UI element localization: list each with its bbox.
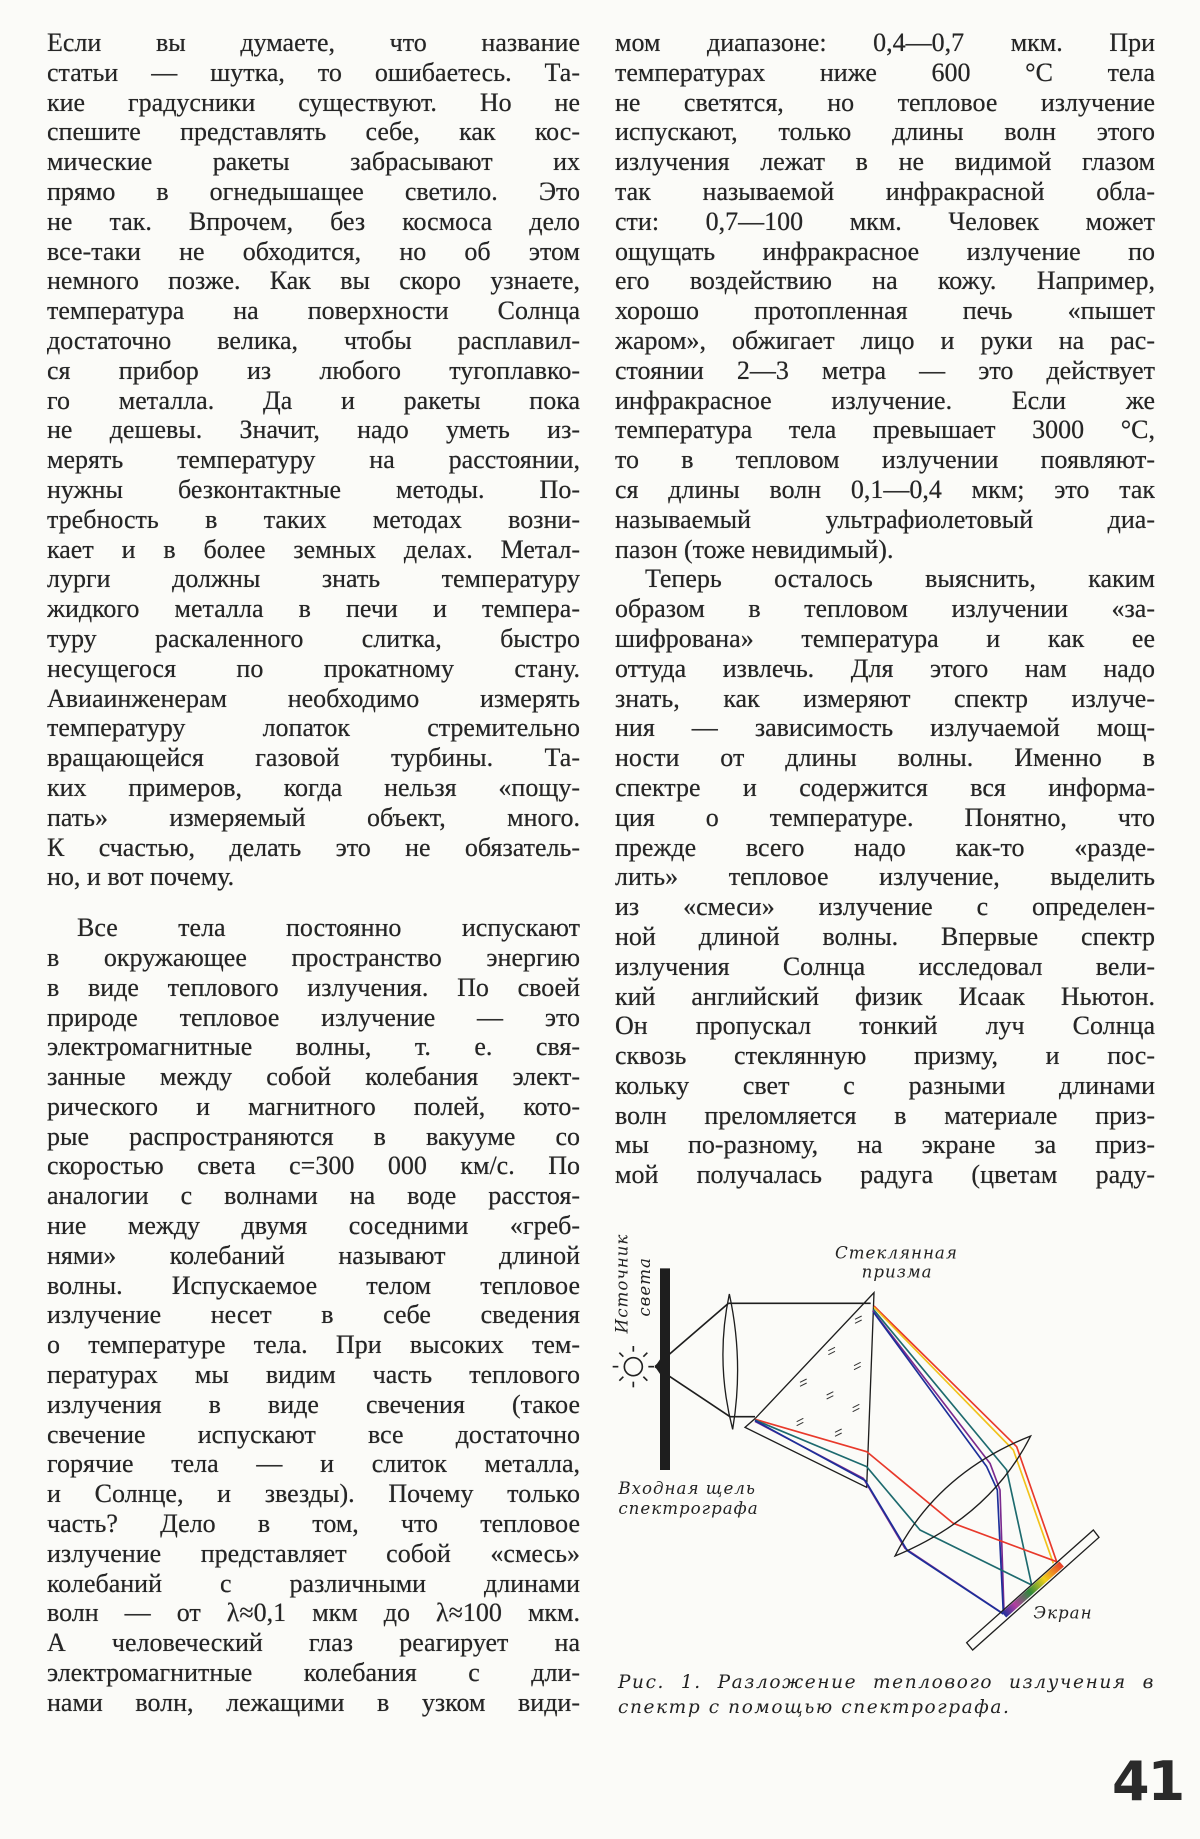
text-line: Авиаинженерам необходимо измерять xyxy=(47,683,580,713)
figure-caption xyxy=(618,1670,1155,1720)
text-line: в виде теплового излучения. По своей xyxy=(47,972,580,1002)
text-line: и Солнце, и звезды). Почему только xyxy=(47,1479,580,1509)
text-line: колебаний с различными длинами xyxy=(47,1568,580,1598)
text-line: шифрована» температура и как ее xyxy=(615,623,1155,653)
text-line: волн — от λ≈0,1 мкм до λ≈100 мкм. xyxy=(47,1598,580,1628)
text-line: но, и вот почему. xyxy=(47,862,235,892)
text-line: требность в таких методах возни- xyxy=(47,504,580,534)
text-line: свечение испускают все достаточно xyxy=(47,1419,580,1449)
text-line: нами волн, лежащими в узком види- xyxy=(47,1687,580,1717)
text-line: прежде всего надо как-то «разде- xyxy=(615,832,1155,862)
text-line: мой получалась радуга (цветам раду- xyxy=(615,1160,1155,1190)
text-line: жаром», обжигает лицо и руки на рас- xyxy=(615,325,1155,355)
text-line: испускают, только длины волн этого xyxy=(615,117,1155,147)
text-line: ной длиной волны. Впервые спектр xyxy=(615,921,1155,951)
caption-line: спектр с помощью спектрографа. xyxy=(618,1697,1011,1718)
label-screen: Экран xyxy=(1033,1603,1093,1623)
paragraph xyxy=(615,28,1155,564)
text-line: природе тепловое излучение — это xyxy=(47,1002,580,1032)
text-line: не светятся, но тепловое излучение xyxy=(615,87,1155,117)
text-line: образом в тепловом излучении «за- xyxy=(615,594,1155,624)
text-line: пазон (тоже невидимый). xyxy=(615,534,894,564)
text-line: сти: 0,7—100 мкм. Человек может xyxy=(615,206,1155,236)
label-glass-prism-2: призма xyxy=(861,1262,933,1282)
paragraph xyxy=(47,28,580,892)
text-line: Он пропускал тонкий луч Солнца xyxy=(615,1011,1155,1041)
text-line: называемый ультрафиолетовый диа- xyxy=(615,504,1155,534)
ray-blue-upper xyxy=(873,1312,1003,1613)
text-line: жидкого металла в печи и темпера- xyxy=(47,594,580,624)
text-line: о температуре тела. При высоких тем- xyxy=(47,1330,580,1360)
text-line: ких примеров, когда нельзя «пощу- xyxy=(47,772,580,802)
text-line: мы по-разному, на экране за приз- xyxy=(615,1130,1155,1160)
paragraph xyxy=(615,564,1155,1190)
text-line: скоростью света c=300 000 км/с. По xyxy=(47,1151,580,1181)
text-line: А человеческий глаз реагирует на xyxy=(47,1628,580,1658)
text-line: кает и в более земных делах. Метал- xyxy=(47,534,580,564)
label-entrance-slit-2: спектрографа xyxy=(618,1499,759,1518)
focusing-lens xyxy=(895,1436,1031,1556)
text-line: сквозь стеклянную призму, и пос- xyxy=(615,1041,1155,1071)
text-line: спешите представлять себе, как кос- xyxy=(47,117,580,147)
text-line: К счастью, делать это не обязатель- xyxy=(47,832,580,862)
label-glass-prism: Стеклянная xyxy=(835,1243,958,1263)
glass-prism xyxy=(745,1293,874,1488)
ray-violet-upper xyxy=(873,1311,1004,1612)
text-line: нями» колебаний называют длиной xyxy=(47,1240,580,1270)
text-line: ция о температуре. Понятно, что xyxy=(615,802,1155,832)
spectrograph-figure xyxy=(600,1220,1180,1740)
text-line: из «смеси» излучение с определен- xyxy=(615,892,1155,922)
text-line: го металла. Да и ракеты пока xyxy=(47,385,580,415)
text-line: волн преломляется в материале приз- xyxy=(615,1100,1155,1130)
text-line: нужны безконтактные методы. По- xyxy=(47,474,580,504)
text-line: мом диапазоне: 0,4—0,7 мкм. При xyxy=(615,28,1155,57)
text-line: температуру лопаток стремительно xyxy=(47,713,580,743)
text-line: кие градусники существуют. Но не xyxy=(47,87,580,117)
text-line: рые распространяются в вакууме со xyxy=(47,1121,580,1151)
text-line: ощущать инфракрасное излучение по xyxy=(615,236,1155,266)
text-line: ся длины волн 0,1—0,4 мкм; это так xyxy=(615,474,1155,504)
caption-line: Рис. 1. Разложение теплового излучения в xyxy=(618,1672,1155,1693)
text-line: так называемой инфракрасной обла- xyxy=(615,176,1155,206)
text-line: туру раскаленного слитка, быстро xyxy=(47,623,580,653)
text-line: часть? Дело в том, что тепловое xyxy=(47,1509,580,1539)
text-line: достаточно велика, чтобы расплавил- xyxy=(47,325,580,355)
text-line: инфракрасное излучение. Если же xyxy=(615,385,1155,415)
text-line: стоянии 2—3 метра — это действует xyxy=(615,355,1155,385)
text-line: ности от длины волны. Именно в xyxy=(615,743,1155,773)
text-line: хорошо протопленная печь «пышет xyxy=(615,296,1155,326)
text-line: то в тепловом излучении появляют- xyxy=(615,445,1155,475)
text-line: спектре и содержится вся информа- xyxy=(615,772,1155,802)
ray-teal-lower xyxy=(755,1420,1032,1585)
text-line: ся прибор из любого тугоплавко- xyxy=(47,355,580,385)
text-line: кий английский физик Исаак Ньютон. xyxy=(615,981,1155,1011)
text-line: горячие тела — и слиток металла, xyxy=(47,1449,580,1479)
ray-blue-lower xyxy=(755,1421,1003,1614)
text-line: излучение несет в себе сведения xyxy=(47,1300,580,1330)
text-line: немного позже. Как вы скоро узнаете, xyxy=(47,266,580,296)
text-line: температура на поверхности Солнца xyxy=(47,296,580,326)
light-source-icon xyxy=(613,1346,654,1387)
text-line: мические ракеты забрасывают их xyxy=(47,147,580,177)
text-line: электромагнитные колебания с дли- xyxy=(47,1658,580,1688)
text-line: излучение представляет собой «смесь» xyxy=(47,1538,580,1568)
text-line: в окружающее пространство энергию xyxy=(47,942,580,972)
text-line: знать, как измеряют спектр излуче- xyxy=(615,683,1155,713)
text-line: лурги должны знать температуру xyxy=(47,564,580,594)
text-line: не так. Впрочем, без космоса дело xyxy=(47,206,580,236)
text-line: Все тела постоянно испускают xyxy=(77,913,580,943)
paragraph xyxy=(47,913,580,1718)
right-text-column xyxy=(615,28,1155,1190)
text-line: излучения Солнца исследовал вели- xyxy=(615,951,1155,981)
text-line: температура тела превышает 3000 °C, xyxy=(615,415,1155,445)
prism-hatch-marks xyxy=(797,1316,862,1436)
text-line: электромагнитные волны, т. е. свя- xyxy=(47,1032,580,1062)
collimator-lens xyxy=(723,1294,738,1429)
text-line: температурах ниже 600 °C тела xyxy=(615,57,1155,87)
text-line: лить» тепловое излучение, выделить xyxy=(615,862,1155,892)
label-light-source-2: света xyxy=(635,1257,654,1317)
text-line: излучения в виде свечения (такое xyxy=(47,1389,580,1419)
text-line: занные между собой колебания элект- xyxy=(47,1062,580,1092)
text-line: пературах мы видим часть теплового xyxy=(47,1360,580,1390)
text-line: не дешевы. Значит, надо уметь из- xyxy=(47,415,580,445)
page-number: 41 xyxy=(1112,1750,1184,1813)
left-text-column xyxy=(47,28,580,1718)
spectrograph-diagram xyxy=(600,1220,1180,1740)
text-line: излучения лежат в не видимой глазом xyxy=(615,147,1155,177)
text-line: все-таки не обходится, но об этом xyxy=(47,236,580,266)
text-line: вращающейся газовой турбины. Та- xyxy=(47,743,580,773)
label-light-source: Источник xyxy=(612,1233,632,1334)
text-line: ния — зависимость излучаемой мощ- xyxy=(615,713,1155,743)
text-line: рического и магнитного полей, кото- xyxy=(47,1091,580,1121)
text-line: оттуда извлечь. Для этого нам надо xyxy=(615,653,1155,683)
text-line: волны. Испускаемое телом тепловое xyxy=(47,1270,580,1300)
text-line: Теперь осталось выяснить, каким xyxy=(645,564,1155,594)
text-line: ние между двумя соседними «греб- xyxy=(47,1211,580,1241)
text-line: несущегося по прокатному стану. xyxy=(47,653,580,683)
text-line: его воздействию на кожу. Например, xyxy=(615,266,1155,296)
text-line: прямо в огнедышащее светило. Это xyxy=(47,176,580,206)
label-entrance-slit: Входная щель xyxy=(618,1479,756,1498)
dispersed-rays xyxy=(755,1306,1057,1614)
text-line: кольку свет с разными длинами xyxy=(615,1070,1155,1100)
text-line: статьи — шутка, то ошибаетесь. Та- xyxy=(47,57,580,87)
text-line: аналогии с волнами на воде расстоя- xyxy=(47,1181,580,1211)
text-line: Если вы думаете, что название xyxy=(47,28,580,57)
text-line: пать» измеряемый объект, много. xyxy=(47,802,580,832)
incident-beam xyxy=(655,1303,871,1416)
text-line: мерять температуру на расстоянии, xyxy=(47,445,580,475)
